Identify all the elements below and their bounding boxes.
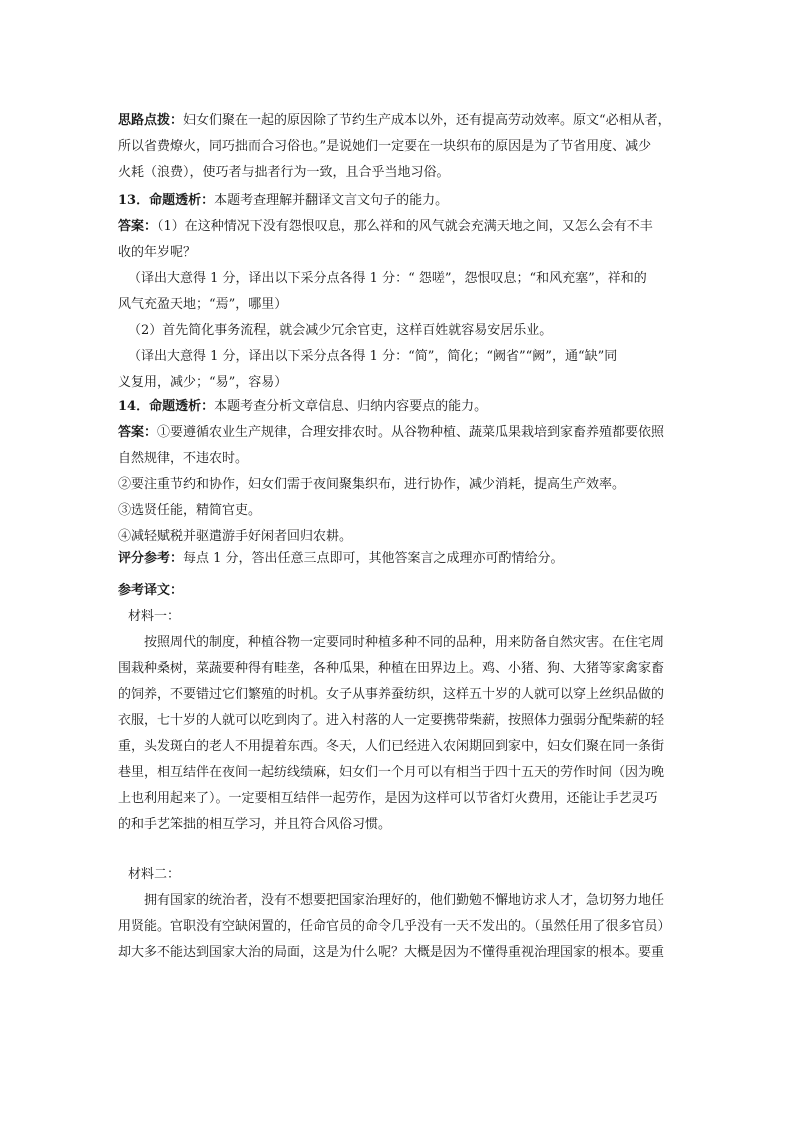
think-hint-line: 火耗（浪费），使巧者与拙者行为一致，且合乎当地习俗。 bbox=[118, 165, 450, 180]
material-1-line: 的和手艺笨拙的相互学习，并且符合风俗习惯。 bbox=[118, 817, 392, 832]
q14-point: 自然规律，不违农时。 bbox=[118, 451, 249, 466]
material-1-line: 按照周代的制度，种植谷物一定要同时种植多种不同的品种，用来防备自然灾害。在住宅周 bbox=[144, 635, 665, 650]
q13-text: 本题考查理解并翻译文言文句子的能力。 bbox=[214, 193, 449, 208]
scoring-section bbox=[118, 546, 688, 572]
q13-answer-label: 答案： bbox=[118, 219, 158, 234]
translation-title: 参考译文： bbox=[118, 583, 184, 598]
q14-point: ②要注重节约和协作，妇女们需于夜间聚集织布，进行协作，减少消耗，提高生产效率。 bbox=[118, 477, 626, 492]
material-1-title: 材料一： bbox=[128, 609, 181, 624]
think-hint-line: 所以省费燎火，同巧拙而合习俗也。”是说她们一定要在一块织布的原因是为了节省用度、减少 bbox=[118, 139, 652, 154]
material-2-line: 拥有国家的统治者，没有不想要把国家治理好的，他们勤勉不懈地访求人才，急切努力地任 bbox=[144, 893, 665, 908]
q13-answer-line: （1）在这种情况下没有怨恨叹息，那么祥和的风气就会充满天地之间，又怎么会有不丰 bbox=[157, 219, 653, 234]
translation-section bbox=[118, 578, 688, 838]
q13-answer-line: 收的年岁呢？ bbox=[118, 245, 197, 260]
material-1-line: 重，头发斑白的老人不用提着东西。冬天，人们已经进入农闲期回到家中，妇女们聚在同一条街 bbox=[118, 739, 665, 754]
q14-text: 本题考查分析文章信息、归纳内容要点的能力。 bbox=[214, 399, 488, 414]
scoring-text: 每点 1 分，答出任意三点即可，其他答案言之成理亦可酌情给分。 bbox=[183, 551, 564, 566]
material-1-line: 上也利用起来了）。一定要相互结伴一起劳作，是因为这样可以节省灯火费用，还能让手艺灵巧 bbox=[118, 791, 658, 806]
q13-scoring-line: （译出大意得 1 分，译出以下采分点各得 1 分：“简”，简化；“阙省”“阙”，通“缺”同 bbox=[128, 349, 618, 364]
material-2-title: 材料二： bbox=[128, 867, 181, 882]
q13-label: 13．命题透析： bbox=[118, 193, 215, 208]
q13-scoring-line: 义复用，减少；“易”，容易） bbox=[118, 375, 288, 390]
material-2-line: 却大多不能达到国家大治的局面，这是为什么呢？大概是因为不懂得重视治理国家的根本。要重 bbox=[118, 945, 665, 960]
q14-point: ①要遵循农业生产规律，合理安排农时。从谷物种植、蔬菜瓜果栽培到家畜养殖都要依照 bbox=[157, 425, 665, 440]
q14-point: ③选贤任能，精简官吏。 bbox=[118, 503, 262, 518]
q13-scoring-line: （译出大意得 1 分，译出以下采分点各得 1 分：“ 怨嗟”，怨恨叹息；“和风充塞”，祥和的 bbox=[128, 271, 647, 286]
q14-answer-label: 答案： bbox=[118, 425, 158, 440]
material-1-line: 巷里，相互结伴在夜间一起纺线绩麻，妇女们一个月可以有相当于四十五天的劳作时间（因为晚 bbox=[118, 765, 665, 780]
q13-scoring-line: 风气充盈天地；“焉”，哪里） bbox=[118, 297, 288, 312]
think-hint-section bbox=[118, 108, 688, 186]
material-2-section bbox=[118, 862, 688, 966]
q14-point: ④减轻赋税并驱遣游手好闲者回归农耕。 bbox=[118, 529, 353, 544]
material-1-line: 的饲养，不要错过它们繁殖的时机。女子从事养蚕纺织，这样五十岁的人就可以穿上丝织品做的 bbox=[118, 687, 665, 702]
material-2-line: 用贤能。官职没有空缺闲置的，任命官员的命令几乎没有一天不发出的。（虽然任用了很多官员） bbox=[118, 919, 671, 934]
q13-answer-line: （2）首先简化事务流程，就会减少冗余官吏，这样百姓就容易安居乐业。 bbox=[128, 323, 553, 338]
question-13-section bbox=[118, 188, 688, 396]
q14-label: 14．命题透析： bbox=[118, 399, 215, 414]
material-1-line: 衣服，七十岁的人就可以吃到肉了。进入村落的人一定要携带柴薪，按照体力强弱分配柴薪的轻 bbox=[118, 713, 665, 728]
think-hint-label: 思路点拨： bbox=[118, 113, 184, 128]
material-1-line: 围栽种桑树，菜蔬要种得有畦垄，各种瓜果，种植在田界边上。鸡、小猪、狗、大猪等家禽家畜 bbox=[118, 661, 665, 676]
scoring-label: 评分参考： bbox=[118, 551, 184, 566]
think-hint-line: 妇女们聚在一起的原因除了节约生产成本以外，还有提高劳动效率。原文“必相从者， bbox=[183, 113, 671, 128]
question-14-section bbox=[118, 394, 688, 550]
